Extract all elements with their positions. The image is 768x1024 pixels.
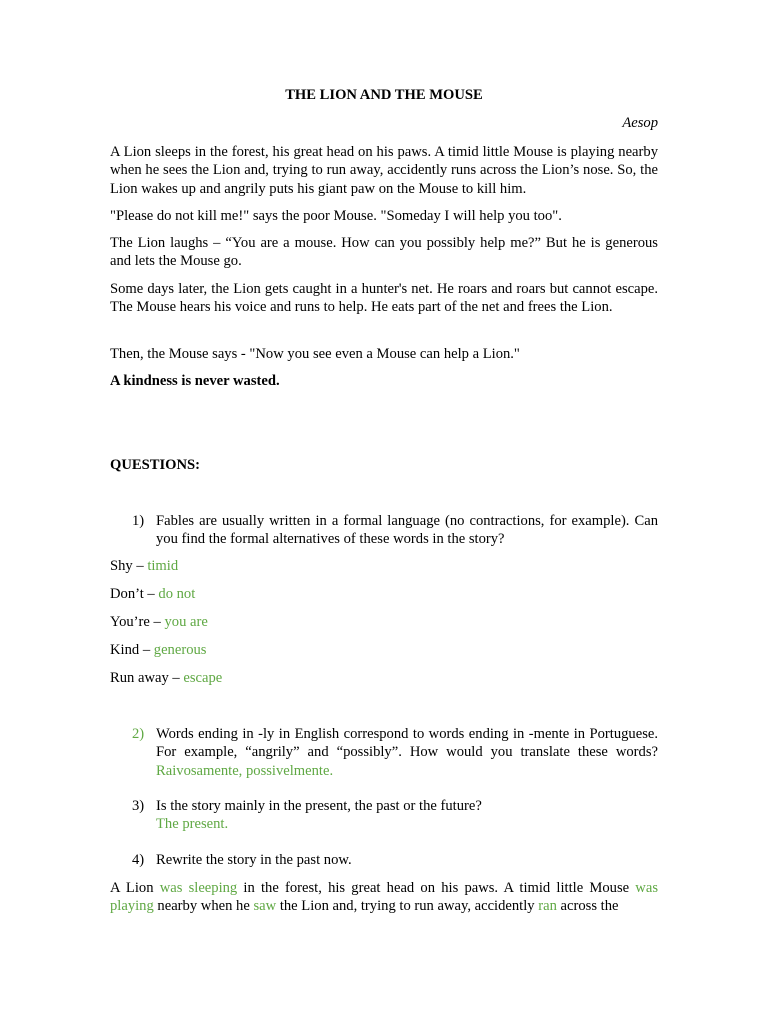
question-2-number: 2) xyxy=(132,726,145,742)
question-1-number: 1) xyxy=(132,513,145,529)
story-paragraph-3: The Lion laughs – “You are a mouse. How can you possibly help me?” But he is generous and lets the Mouse go. xyxy=(110,235,658,270)
vocab-word: Don’t – xyxy=(110,586,159,602)
vocab-word: Kind – xyxy=(110,642,154,658)
question-2-text xyxy=(156,725,658,780)
vocab-word: Run away – xyxy=(110,670,184,686)
rewrite-text: nearby when he xyxy=(153,898,254,915)
story-author: Aesop xyxy=(622,115,658,131)
question-4-text: Rewrite the story in the past now. xyxy=(156,852,352,868)
rewrite-answer: ran xyxy=(538,898,557,915)
question-1-text: Fables are usually written in a formal language (no contractions, for example). Can you find the formal alternatives of these words in the story? xyxy=(156,513,658,548)
story-paragraph-5: Then, the Mouse says - "Now you see even a Mouse can help a Lion." xyxy=(110,346,520,362)
vocab-pair xyxy=(110,669,222,687)
story-title: THE LION AND THE MOUSE xyxy=(285,87,483,103)
story-paragraph-4: Some days later, the Lion gets caught in a hunter's net. He roars and roars but cannot escape. The Mouse hears his voice and runs to help. He eats part of the net and frees the Lion. xyxy=(110,281,658,316)
rewrite-text: across the xyxy=(556,898,619,915)
story-moral: A kindness is never wasted. xyxy=(110,373,280,389)
rewrite-text: in the forest, his great head on his paws. A timid little Mouse xyxy=(237,880,636,896)
vocab-answer: do not xyxy=(158,586,196,602)
vocab-word: You’re – xyxy=(110,614,165,630)
vocab-answer: escape xyxy=(183,670,223,686)
question-4-number: 4) xyxy=(132,852,145,868)
question-3-number: 3) xyxy=(132,798,145,814)
vocab-pair xyxy=(110,585,195,603)
question-3-answer: The present. xyxy=(156,816,229,832)
question-2-prompt: Words ending in -ly in English correspond to words ending in -mente in Portuguese. For example, “angrily” and “possibly”. How would you translate these words? xyxy=(156,726,658,761)
vocab-word: Shy – xyxy=(110,558,148,574)
story-paragraph-1: A Lion sleeps in the forest, his great head on his paws. A timid little Mouse is playing nearby when he sees the Lion and, trying to run away, accidently runs across the Lion’s nose. So, the Lion wakes up and angrily puts his giant paw on the Mouse to kill him. xyxy=(110,144,658,197)
rewrite-answer: saw xyxy=(253,898,277,915)
vocab-answer: you are xyxy=(164,614,208,630)
vocab-answer: timid xyxy=(147,558,179,574)
rewrite-answer: was sleeping xyxy=(159,880,238,896)
vocab-pair xyxy=(110,613,208,631)
question-2-answer: Raivosamente, possivelmente. xyxy=(156,762,334,779)
questions-heading: QUESTIONS: xyxy=(110,457,201,473)
vocab-pair xyxy=(110,557,178,575)
vocab-answer: generous xyxy=(153,642,207,658)
question-3-text: Is the story mainly in the present, the past or the future? xyxy=(156,798,482,814)
story-paragraph-2: "Please do not kill me!" says the poor Mouse. "Someday I will help you too". xyxy=(110,208,562,224)
rewrite-paragraph xyxy=(110,879,658,916)
rewrite-answer: was playing xyxy=(110,880,658,915)
vocab-pair xyxy=(110,641,206,659)
rewrite-text: the Lion and, trying to run away, accidently xyxy=(276,898,539,915)
rewrite-text: A Lion xyxy=(110,880,160,896)
